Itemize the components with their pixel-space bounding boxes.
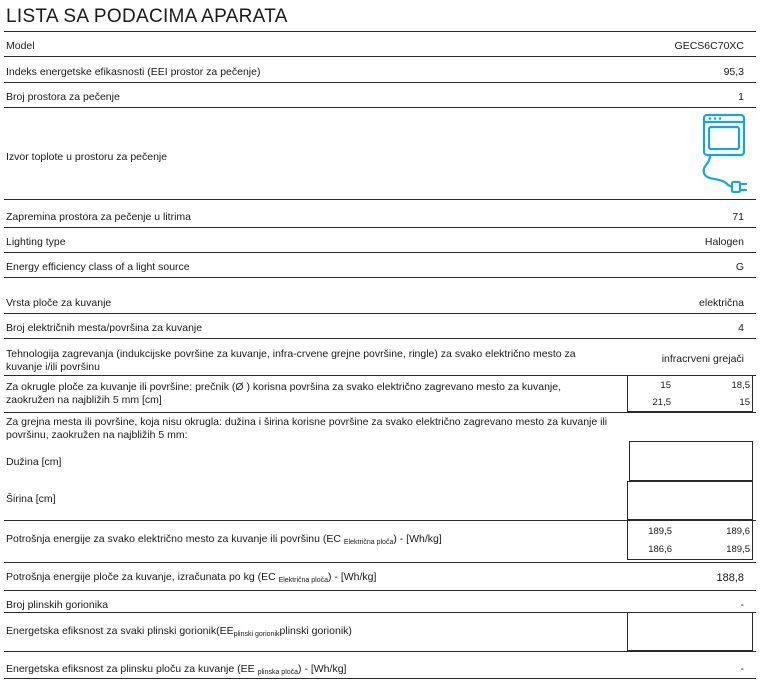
divider [4, 338, 756, 339]
divider [4, 199, 756, 200]
model-label: Model [6, 40, 35, 52]
heat-source-label: Izvor toplote u prostoru za pečenje [6, 151, 168, 163]
gas-eff-hob-value: - [740, 663, 744, 675]
lighting-type-label: Lighting type [6, 236, 66, 248]
gas-burners-label: Broj plinskih gorionika [6, 599, 109, 611]
light-class-label: Energy efficiency class of a light source [6, 261, 190, 273]
volume-value: 71 [732, 211, 744, 223]
divider [4, 252, 756, 253]
hob-type-label: Vrsta ploče za kuvanje [6, 297, 112, 309]
eei-value: 95,3 [723, 66, 744, 78]
model-value: GECS6C70XC [674, 40, 744, 52]
volume-label: Zapremina prostora za pečenje u litrima [6, 211, 192, 223]
hob-type-value: električna [699, 297, 744, 309]
length-box [629, 441, 753, 481]
divider [4, 678, 756, 679]
round-zone-value: 15 [660, 380, 671, 391]
ec-zone-value: 189,5 [726, 544, 750, 555]
eei-label: Indeks energetske efikasnosti (EEI prostor za pečenje) [6, 66, 261, 78]
non-round-label-line2: površinu, zaokružen na najbližih 5 mm: [6, 429, 188, 441]
gas-eff-each-box [627, 612, 753, 651]
gas-eff-hob-label: Energetska efiksnost za plinsku ploču za kuvanje (EE $_{plinska ploča}$) - [Wh/kg] [6, 663, 347, 676]
page-title: LISTA SA PODACIMA APARATA [6, 6, 288, 27]
technology-label-line2: kuvanje i/ili površinu [6, 361, 100, 373]
divider [4, 412, 756, 413]
width-box [627, 481, 753, 520]
round-zone-value: 21,5 [652, 397, 671, 408]
ec-hob-label: Potrošnja energije ploče za kuvanje, izračunata po kg (EC $_{Električna ploča}$) - [Wh/kg] [6, 571, 377, 584]
divider [4, 277, 756, 278]
ec-zone-value: 189,5 [648, 526, 672, 537]
round-zone-value: 18,5 [731, 380, 750, 391]
light-class-value: G [735, 261, 744, 273]
round-zones-label-line1: Za okrugle ploče za kuvanje ili površine: prečnik (Ø ) korisna površina za svako električno zagrevano mesto za kuvanje, [6, 381, 562, 393]
divider [4, 651, 756, 652]
divider [4, 82, 756, 83]
zones-value: 4 [738, 322, 744, 334]
ec-zone-value: 189,6 [726, 526, 750, 537]
width-label: Širina [cm] [6, 493, 56, 505]
electric-oven-plug-icon [700, 113, 750, 197]
zones-label: Broj električnih mesta/površina za kuvanje [6, 322, 203, 334]
divider [4, 107, 756, 108]
divider [4, 56, 756, 57]
ec-hob-value: 188,8 [716, 572, 744, 584]
technology-label-line1: Tehnologija zagrevanja (indukcijske površine za kuvanje, infra-crvene grejne površine, ringle) za svako električno mesto za [6, 348, 576, 360]
ec-zone-label: Potrošnja energije za svako električno mesto za kuvanje ili površinu (EC $_{Električna ploča}$) - [Wh/kg] [6, 533, 442, 546]
lighting-type-value: Halogen [704, 236, 744, 248]
cavities-value: 1 [738, 91, 744, 103]
length-label: Dužina [cm] [6, 456, 62, 468]
non-round-label-line1: Za grejna mesta ili površine, koja nisu okrugla: dužina i širina korisne površine za svako električno zagrevano mesto za kuvanje ili [6, 416, 608, 428]
gas-burners-value: - [740, 599, 744, 611]
divider [4, 562, 756, 563]
title-divider [4, 31, 756, 32]
technology-value: infracrveni grejači [661, 353, 744, 365]
ec-zone-value: 186,6 [648, 544, 672, 555]
round-zones-label-line2: zaokružen na najbližih 5 mm [cm] [6, 394, 162, 406]
round-zone-value: 15 [739, 397, 750, 408]
cavities-label: Broj prostora za pečenje [6, 91, 120, 103]
gas-eff-each-label: Energetska efiksnost za svaki plinski $gorionik(EE_{plinski gorionik}plinski$ gorionik) [6, 625, 352, 638]
divider [4, 313, 756, 314]
divider [4, 227, 756, 228]
divider [4, 590, 756, 591]
